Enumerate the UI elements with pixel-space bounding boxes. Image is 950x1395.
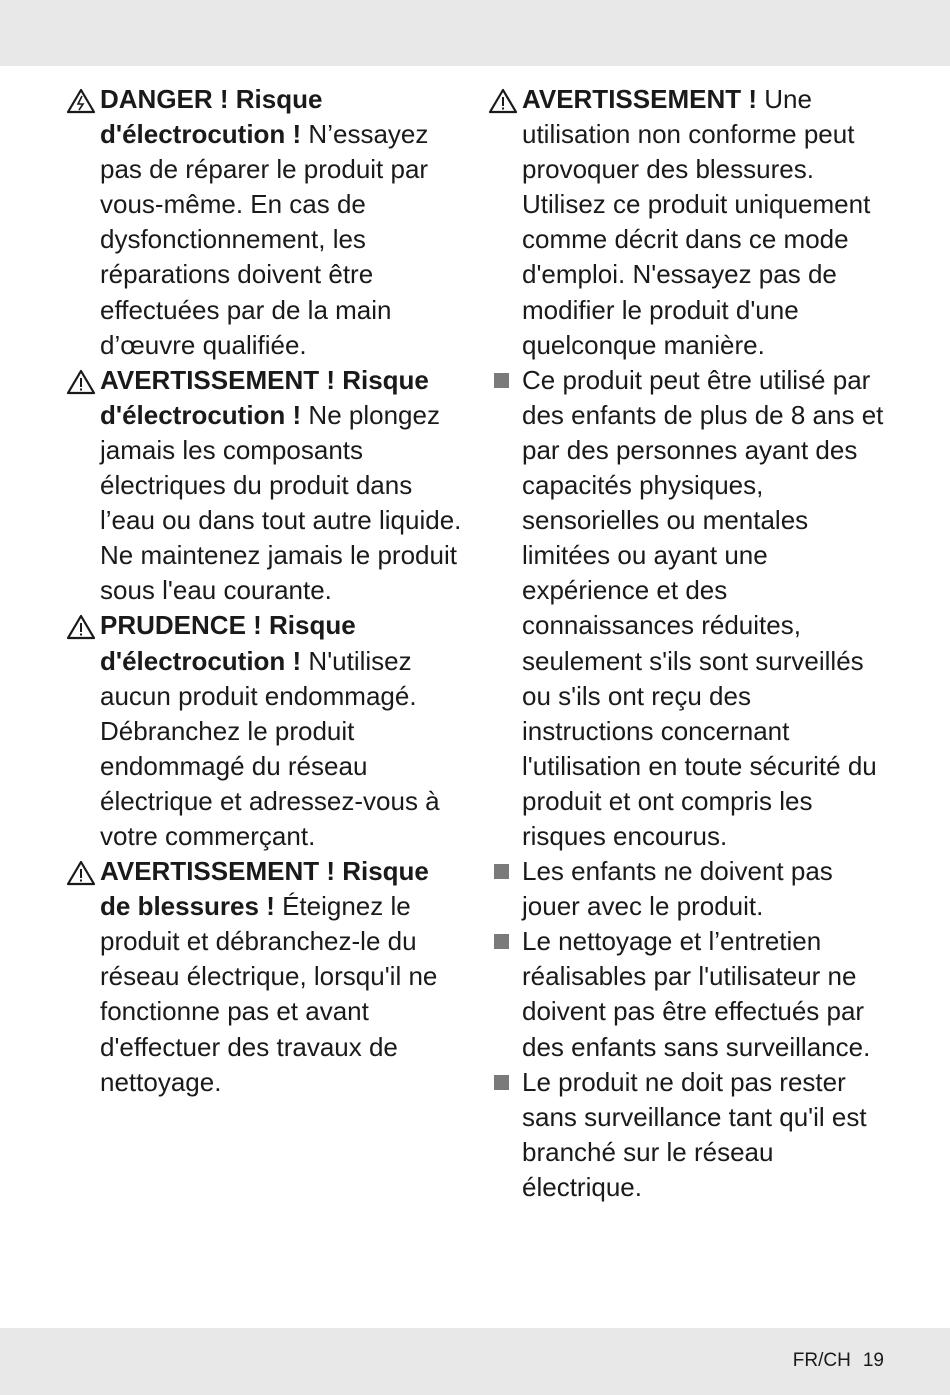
square-bullet-icon [494,934,509,949]
notice-heading: PRUDENCE ! Risque d'électrocution ! [100,610,356,676]
safety-notice-warning-misuse [488,82,884,363]
warning-triangle-icon [66,614,96,640]
safety-notice-danger [66,82,462,363]
notice-text: Une utilisation non conforme peut provoquer des blessures. Utilisez ce produit uniquement comme décrit dans ce mode d'emploi. N'essayez pas de modifier le produit d'une quelconque manière. [522,84,871,360]
page-number: 19 [862,1350,884,1371]
notice-text: Éteignez le produit et débranchez-le du réseau électrique, lorsqu'il ne fonctionne pas et avant d'effectuer des travaux de nettoyage. [100,891,438,1097]
header-band [0,0,950,66]
list-item-text: Les enfants ne doivent pas jouer avec le produit. [522,856,833,922]
notice-heading: AVERTISSEMENT ! [522,84,757,114]
list-item-text: Ce produit peut être utilisé par des enfants de plus de 8 ans et par des personnes ayant des capacités physiques, sensorielles ou mentales limitées ou ayant une expérience et des connaissances réduites, seulement s'ils sont surveillés ou s'ils ont reçu des instructions concernant l'utilisation en toute sécurité du produit et ont compris les risques encourus. [522,364,884,851]
notice-text: Ne plongez jamais les composants électriques du produit dans l’eau ou dans tout autre liquide. Ne maintenez jamais le produit sous l'eau courante. [100,399,462,606]
list-item [488,1065,884,1205]
notice-text: N'utilisez aucun produit endommagé. Débranchez le produit endommagé du réseau électrique et adressez-vous à votre commerçant. [100,645,440,851]
list-item [488,924,884,1064]
notice-heading: AVERTISSEMENT ! Risque de blessures ! [100,856,429,922]
warning-triangle-icon [66,369,96,395]
right-column [488,82,884,1205]
square-bullet-icon [494,373,509,388]
warning-triangle-icon [66,88,96,114]
safety-notice-warning-injury [66,854,462,1100]
notice-text: N’essayez pas de réparer le produit par vous-même. En cas de dysfonctionnement, les réparations doivent être effectuées par de la main d’œuvre qualifiée. [100,119,429,360]
safety-notice-warning-electrocution [66,363,462,609]
list-item [488,363,884,854]
page-footer [793,1350,884,1372]
list-item-text: Le produit ne doit pas rester sans surveillance tant qu'il est branché sur le réseau électrique. [522,1066,867,1202]
warning-triangle-icon [66,860,96,886]
safety-notice-caution [66,608,462,854]
left-column [66,82,462,1100]
square-bullet-icon [494,1075,509,1090]
list-item-text: Le nettoyage et l’entretien réalisables par l'utilisateur ne doivent pas être effectués par des enfants sans surveillance. [522,926,871,1062]
square-bullet-icon [494,864,509,879]
list-item [488,854,884,924]
notice-heading: AVERTISSEMENT ! Risque d'électrocution ! [100,364,429,430]
warning-triangle-icon [488,88,518,114]
notice-heading: DANGER ! Risque d'électrocution ! [100,84,323,150]
language-code: FR/CH [792,1350,851,1371]
